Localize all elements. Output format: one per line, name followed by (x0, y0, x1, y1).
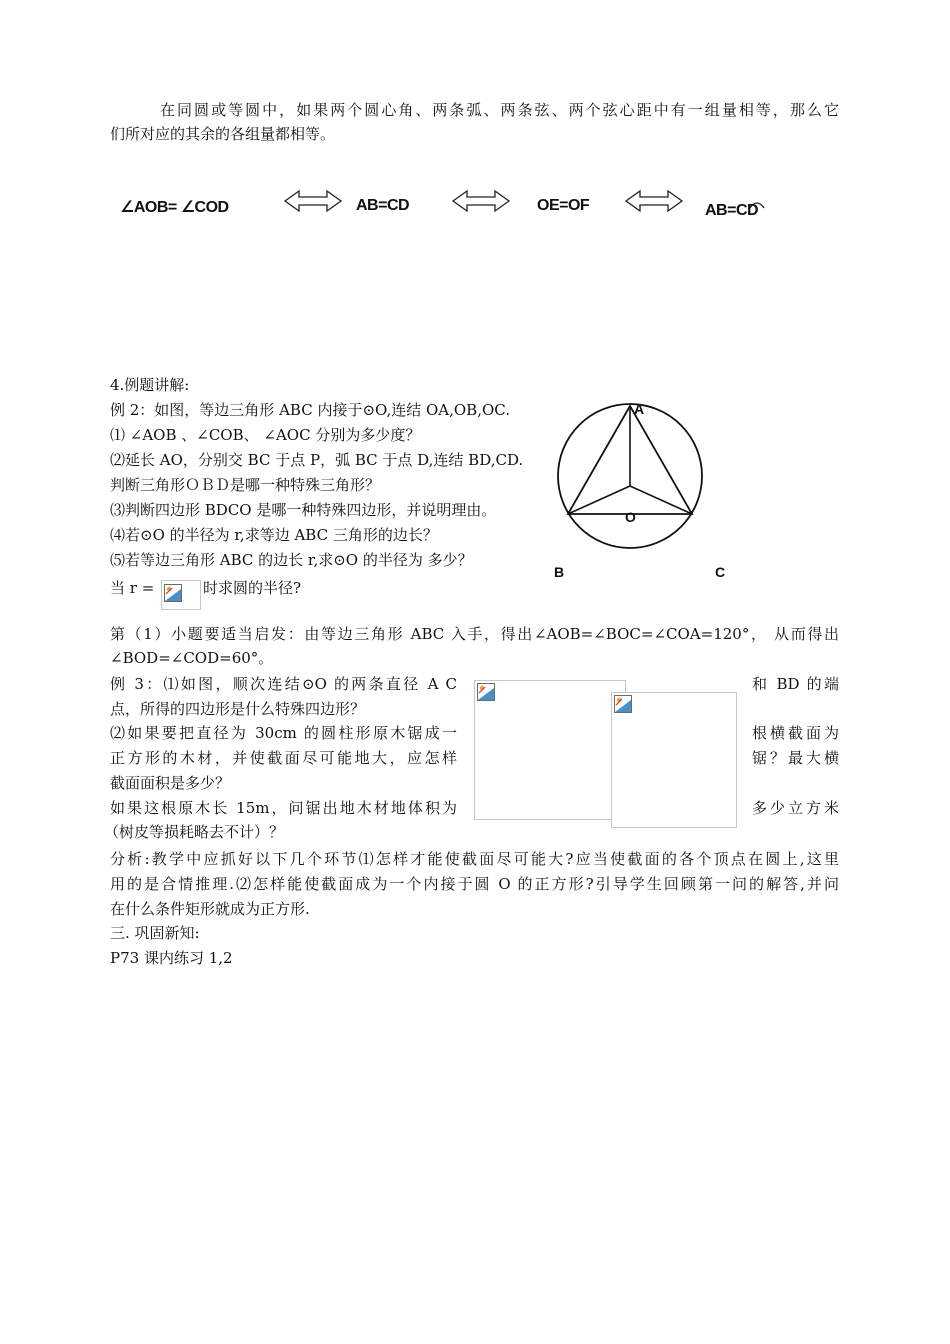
example3-row-4-left: 正方形的木材，并使截面尽可能地大，应怎样 (110, 749, 457, 767)
example2-last-suffix: 时求圆的半径? (203, 579, 302, 597)
example3-row-1-left: 例 3：⑴如图，顺次连结⊙O 的两条直径 A C (110, 675, 457, 693)
example3-row-6-right: 多少立方米 (752, 799, 839, 817)
relation-distance: OE=OF (537, 197, 590, 214)
exercise-reference: P73 课内练习 1,2 (110, 949, 233, 967)
double-arrow-icon (624, 188, 684, 214)
example2-line-2: ⑴ ∠AOB 、∠COB、 ∠AOC 分别为多少度？ (110, 426, 421, 444)
point-label-a: A (634, 401, 645, 417)
segment-ob (568, 486, 630, 514)
example2-line-1: 例 2：如图，等边三角形 ABC 内接于⊙O,连结 OA,OB,OC. (110, 401, 510, 419)
example2-line-3: ⑵延长 AO，分别交 BC 于点 P，弧 BC 于点 D,连结 BD,CD. (110, 451, 524, 469)
broken-image-icon (164, 584, 182, 602)
hint-line-2: ∠BOD=∠COD=60°。 (110, 649, 274, 667)
double-arrow-icon (451, 188, 511, 214)
example3-row-3-left: ⑵如果要把直径为 30cm 的圆柱形原木锯成一 (110, 724, 457, 742)
relation-angle: ∠AOB= ∠COD (120, 199, 229, 216)
example2-last-prefix: 当 r = (110, 579, 155, 597)
analysis-line-2: 用的是合情推理.⑵怎样能使截面成为一个内接于圆 O 的正方形?引导学生回顾第一问的解答,并问 (110, 875, 839, 893)
example2-line-6: ⑷若⊙O 的半径为 r,求等边 ABC 三角形的边长？ (110, 526, 438, 544)
example3-row-4-right: 锯？最大横 (752, 749, 839, 767)
arc-symbol-icon (748, 200, 766, 210)
relation-chord: AB=CD (356, 197, 410, 214)
intro-line-1: 在同圆或等圆中，如果两个圆心角、两条弧、两条弦、两个弦心距中有一组量相等，那么它 (160, 101, 839, 119)
segment-oc (630, 486, 692, 514)
example2-line-7: ⑸若等边三角形 ABC 的边长 r,求⊙O 的半径为 多少？ (110, 551, 473, 569)
example3-row-2-left: 点，所得的四边形是什么特殊四边形？ (110, 700, 366, 718)
figure-image-placeholder-2 (611, 692, 737, 828)
point-label-c: C (715, 564, 726, 580)
example2-line-4: 判断三角形ＯＢＤ是哪一种特殊三角形？ (110, 476, 381, 494)
hint-line-1: 第（1）小题要适当启发：由等边三角形 ABC 入手，得出∠AOB=∠BOC=∠COA=120°， 从而得出 (110, 625, 839, 643)
example3-row-1-right: 和 BD 的端 (752, 675, 839, 693)
section-heading-examples: 4.例题讲解: (110, 376, 190, 394)
point-label-o: O (625, 509, 636, 525)
inscribed-triangle-figure (550, 396, 720, 556)
section-heading-consolidate: 三. 巩固新知: (110, 924, 200, 942)
analysis-line-1: 分析:教学中应抓好以下几个环节⑴怎样才能使截面尽可能大?应当使截面的各个顶点在圆上,这里 (110, 850, 839, 868)
analysis-line-3: 在什么条件矩形就成为正方形. (110, 900, 310, 918)
example3-row-3-right: 根横截面为 (752, 724, 839, 742)
intro-line-2: 们所对应的其余的各组量都相等。 (110, 125, 336, 143)
broken-image-icon (477, 683, 495, 701)
double-arrow-icon (283, 188, 343, 214)
figure-image-placeholder-1 (474, 680, 626, 820)
broken-image-icon (614, 695, 632, 713)
relation-arc: AB=CD (705, 202, 759, 219)
point-label-b: B (554, 564, 565, 580)
example2-line-5: ⑶判断四边形 BDCO 是哪一种特殊四边形，并说明理由。 (110, 501, 497, 519)
formula-image-placeholder (161, 580, 201, 610)
example3-row-7-left: （树皮等损耗略去不计）？ (104, 823, 285, 841)
example3-row-6-left: 如果这根原木长 15m，问锯出地木材地体积为 (110, 799, 457, 817)
example3-row-5-left: 截面面积是多少？ (110, 774, 231, 792)
